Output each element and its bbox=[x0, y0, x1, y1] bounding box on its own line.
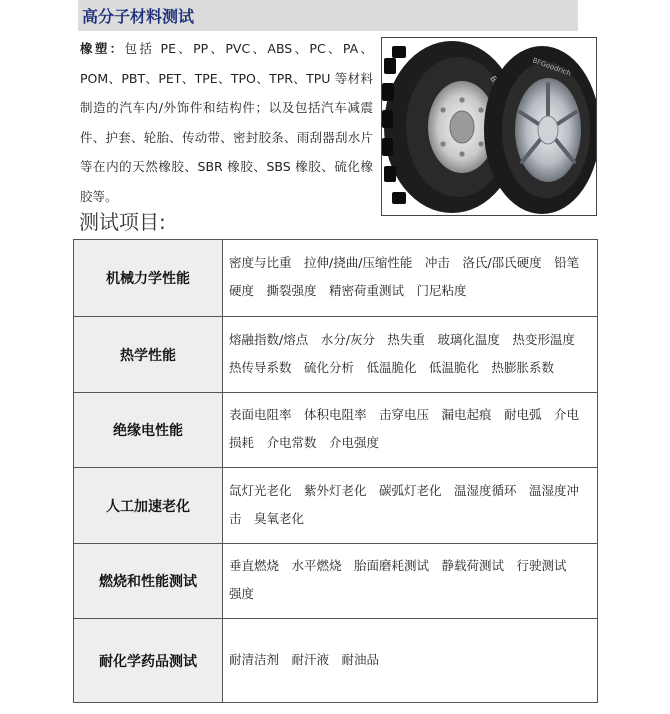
table-row bbox=[74, 317, 598, 393]
tires-illustration bbox=[382, 38, 596, 215]
table-row bbox=[74, 393, 598, 468]
page-title-bar bbox=[78, 0, 578, 31]
intro-lead: 橡塑： bbox=[80, 41, 125, 56]
table-row bbox=[74, 240, 598, 317]
category-cell: 耐化学药品测试 bbox=[74, 619, 223, 703]
category-cell: 热学性能 bbox=[74, 317, 223, 393]
category-cell: 机械力学性能 bbox=[74, 240, 223, 317]
table-row bbox=[74, 544, 598, 619]
items-cell: 耐清洁剂 耐汗液 耐油品 bbox=[223, 619, 598, 703]
section-heading: 测试项目: bbox=[79, 210, 166, 234]
page-title: 高分子材料测试 bbox=[82, 7, 195, 26]
intro-text: 包括 PE、PP、PVC、ABS、PC、PA、POM、PBT、PET、TPE、TPO、TPR、TPU 等材料制造的汽车内/外饰件和结构件；以及包括汽车减震件、护套、轮胎、传动带、密封胶条、雨刮器刮水片等在内的天然橡胶、SBR 橡胶、SBS 橡胶、硫化橡胶等。 bbox=[80, 41, 373, 204]
road-tire bbox=[484, 46, 596, 214]
items-cell: 垂直燃烧 水平燃烧 胎面磨耗测试 静载荷测试 行驶测试 强度 bbox=[223, 544, 598, 619]
tires-image bbox=[381, 37, 597, 216]
category-cell: 绝缘电性能 bbox=[74, 393, 223, 468]
tests-table bbox=[73, 239, 598, 703]
road-tire-label: BFGoodrich bbox=[531, 56, 572, 78]
items-cell: 密度与比重 拉伸/挠曲/压缩性能 冲击 洛氏/邵氏硬度 铅笔硬度 撕裂强度 精密荷重测试 门尼粘度 bbox=[223, 240, 598, 317]
intro-paragraph bbox=[80, 34, 373, 211]
table-row bbox=[74, 468, 598, 544]
category-cell: 人工加速老化 bbox=[74, 468, 223, 544]
items-cell: 氙灯光老化 紫外灯老化 碳弧灯老化 温湿度循环 温湿度冲击 臭氧老化 bbox=[223, 468, 598, 544]
items-cell: 熔融指数/熔点 水分/灰分 热失重 玻璃化温度 热变形温度 热传导系数 硫化分析 低温脆化 低温脆化 热膨胀系数 bbox=[223, 317, 598, 393]
category-cell: 燃烧和性能测试 bbox=[74, 544, 223, 619]
table-row bbox=[74, 619, 598, 703]
items-cell: 表面电阻率 体积电阻率 击穿电压 漏电起痕 耐电弧 介电损耗 介电常数 介电强度 bbox=[223, 393, 598, 468]
